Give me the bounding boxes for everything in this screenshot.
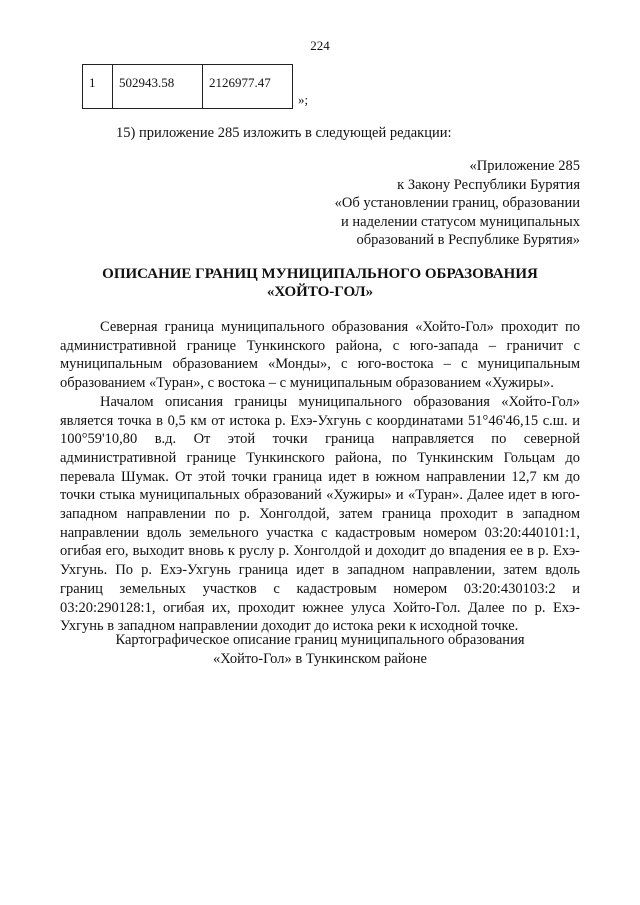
appendix-ref-line: «Приложение 285 [469,158,580,174]
cartographic-heading-line: «Хойто-Гол» в Тункинском районе [213,650,427,667]
boundary-description [60,318,580,636]
appendix-ref-line: «Об установлении границ, образовании [334,195,580,211]
document-title [60,265,580,301]
title-line: «ХОЙТО-ГОЛ» [266,284,374,300]
appendix-ref-line: к Закону Республики Бурятия [397,176,580,193]
appendix-ref-line: и наделении статусом муниципальных [341,213,580,230]
cartographic-heading-line: Картографическое описание границ муниципального образования [115,632,525,648]
appendix-ref-line: образований в Республике Бурятия» [356,232,580,248]
table-row [83,65,293,109]
amendment-line: 15) приложение 285 изложить в следующей редакции: [116,125,452,141]
paragraph: Северная граница муниципального образования «Хойто-Гол» проходит по административной границе Тункинского района, с юго-запада – граничит с муниципальным образованием «Монды», с юго-востока – с муниципальным образованием «Туран», с востока – с муниципальным образованием «Хужиры». [60,319,580,392]
table-cell-y: 2126977.47 [203,65,293,109]
paragraph: Началом описания границы муниципального образования «Хойто-Гол» является точка в 0,5 км от истока р. Ехэ-Ухгунь с координатами 51°46'46,15 с.ш. и 100°59'10,80 в.д. От этой точки граница направляется по северной административной границе Тункинского района, по Тункинским Гольцам до перевала Шумак. От этой точки граница идет в южном направлении 12,7 км до точки стыка муниципальных образований «Хужиры» и «Туран». Далее идет в юго-западном направлении по р. Хонголдой, затем граница проходит в западном направлении вдоль земельного участка с кадастровым номером 03:20:440101:1, огибая его, выходит вновь к руслу р. Хонголдой и доходит до впадения ее в р. Ехэ-Ухгунь. По р. Ехэ-Ухгунь граница идет в западном направлении, затем вдоль границ земельных участков с кадастровым номером 03:20:430103:2 и 03:20:290128:1, огибая их, проходит южнее улуса Хойто-Гол. Далее по р. Ехэ-Ухгунь в западном направлении доходит до истока реки к исходной точке. [60,393,580,635]
table-closing-quote: »; [298,92,309,107]
coordinates-table [82,64,293,109]
page-number: 224 [310,38,330,53]
appendix-reference [260,157,580,250]
table-cell-x: 502943.58 [113,65,203,109]
title-line: ОПИСАНИЕ ГРАНИЦ МУНИЦИПАЛЬНОГО ОБРАЗОВАНИЯ [102,266,538,282]
cartographic-heading [60,631,580,668]
table-cell-point-number: 1 [83,65,113,109]
